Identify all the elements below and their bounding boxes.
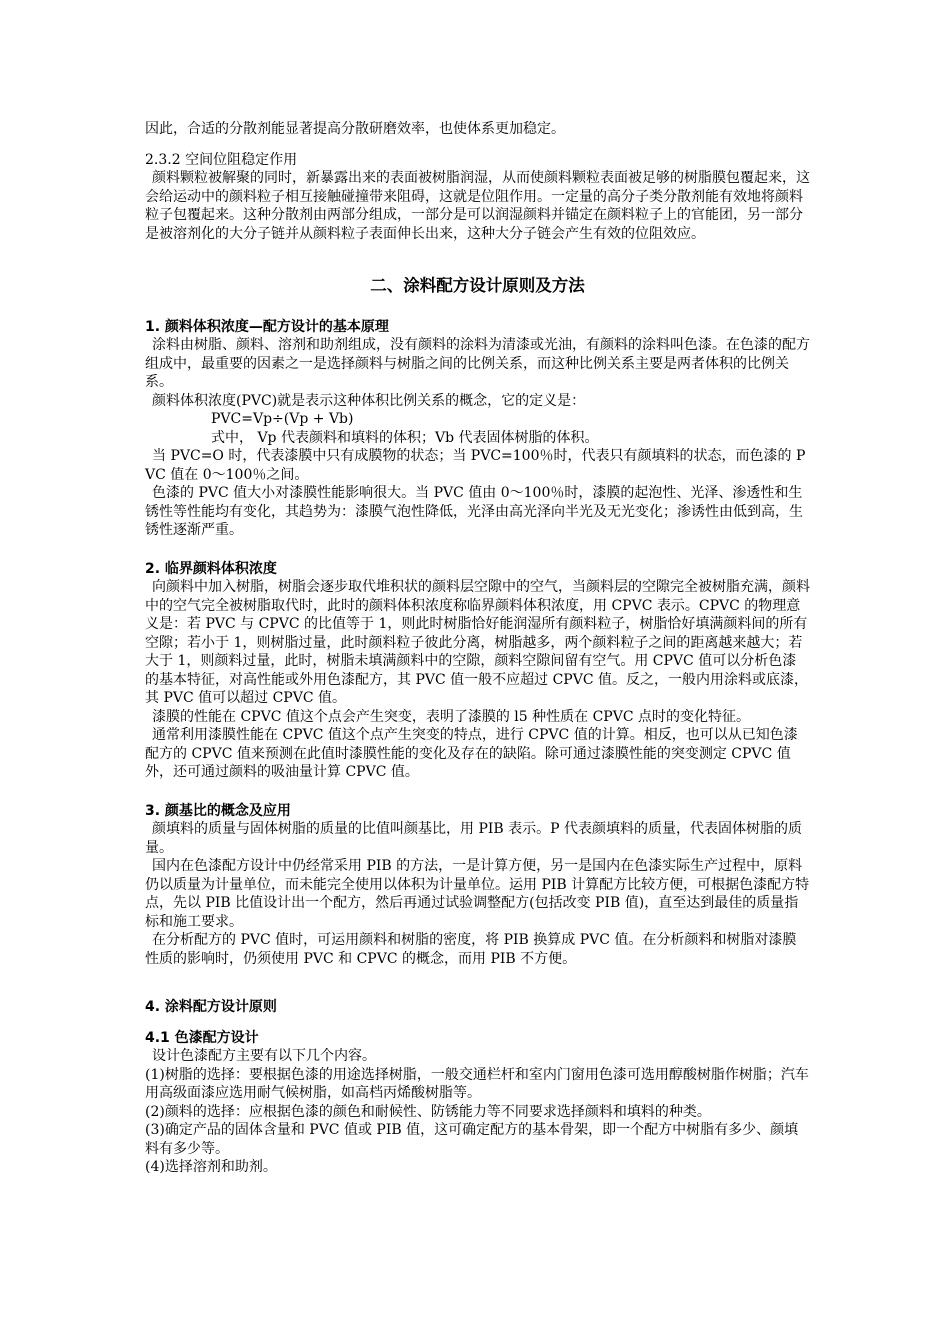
main-heading: 二、涂料配方设计原则及方法	[370, 276, 585, 295]
section-2-heading: 2. 临界颜料体积浓度	[145, 560, 277, 577]
paragraph: 当 PVC=O 时，代表漆膜中只有成膜物的状态；当 PVC=100％时，代表只有颜填料的状态，而色漆的 P VC 值在 0～100％之间。	[145, 448, 806, 483]
section-4-1-heading: 4.1 色漆配方设计	[145, 1029, 259, 1046]
intro-line: 因此，合适的分散剂能显著提高分散研磨效率，也使体系更加稳定。	[145, 121, 565, 137]
section-4-heading: 4. 涂料配方设计原则	[145, 999, 277, 1015]
paragraph-steric: 颜料颗粒被解聚的同时，新暴露出来的表面被树脂润湿，从而使颜料颗粒表面被足够的树脂膜包覆起来，这会给运动中的颜料粒子相互接触碰撞带来阻碍，这就是位阻作用。一定量的高分子类分散剂能有效地将颜料粒子包覆起来。这种分散剂由两部分组成，一部分是可以润湿颜料并锚定在颜料粒子上的官能团，另一部分是被溶剂化的大分子链并从颜料粒子表面伸长出来，这种大分子链会产生有效的位阻效应。	[145, 170, 810, 242]
paragraph: 在分析配方的 PVC 值时，可运用颜料和树脂的密度，将 PIB 换算成 PVC 值。在分析颜料和树脂对漆膜性质的影响时，仍须使用 PVC 和 CPVC 的概念，而用 PIB 不方便。	[145, 932, 797, 967]
paragraph: 国内在色漆配方设计中仍经常采用 PIB 的方法，一是计算方便，另一是国内在色漆实际生产过程中，原料仍以质量为计量单位，而未能完全使用以体积为计量单位。运用 PIB 计算配方比较方便，可根据色漆配方特点，先以 PIB 比值设计出一个配方，然后再通过试验调整配方(包括改变 PIB 值)，直至达到最佳的质量指标和施工要求。	[145, 858, 810, 930]
pvc-formula: PVC=Vp÷(Vp + Vb)	[211, 411, 354, 427]
paragraph: 颜料体积浓度(PVC)就是表示这种体积比例关系的概念，它的定义是：	[152, 392, 586, 409]
list-item: (1)树脂的选择：要根据色漆的用途选择树脂，一般交通栏杆和室内门窗用色漆可选用醇酸树脂作树脂；汽车用高级面漆应选用耐气候树脂，如高档丙烯酸树脂等。	[145, 1066, 809, 1101]
paragraph: 通常利用漆膜性能在 CPVC 值这个点产生突变的特点，进行 CPVC 值的计算。相反，也可以从已知色漆配方的 CPVC 值来预测在此值时漆膜性能的变化及存在的缺陷。除可通过漆膜性能的突变测定 CPVC 值外，还可通过颜料的吸油量计算 CPVC 值。	[145, 727, 798, 780]
subheading-2-3-2: 2.3.2 空间位阻稳定作用	[145, 151, 298, 168]
list-item: (2)颜料的选择：应根据色漆的颜色和耐候性、防锈能力等不同要求选择颜料和填料的种类。	[145, 1103, 711, 1120]
section-3-heading: 3. 颜基比的概念及应用	[145, 802, 291, 819]
paragraph: 色漆的 PVC 值大小对漆膜性能影响很大。当 PVC 值由 0～100％时，漆膜的起泡性、光泽、渗透性和生锈性等性能均有变化，其趋势为：漆膜气泡性降低，光泽由高光泽向半光及无光变化；渗诱性由低到高，生锈性逐渐严重。	[145, 485, 803, 538]
paragraph: 漆膜的性能在 CPVC 值这个点会产生突变，表明了漆膜的 l5 种性质在 CPVC 点时的变化特征。	[152, 708, 750, 725]
paragraph: 设计色漆配方主要有以下几个内容。	[152, 1048, 376, 1064]
list-item: (3)确定产品的固体含量和 PVC 值或 PIB 值，这可确定配方的基本骨架，即一个配方中树脂有多少、颜填料有多少等。	[145, 1122, 799, 1157]
formula-note: 式中， Vp 代表颜料和填料的体积；Vb 代表固体树脂的体积。	[211, 429, 599, 446]
section-1-heading: 1. 颜料体积浓度—配方设计的基本原理	[145, 318, 389, 335]
document-page	[145, 120, 810, 1177]
paragraph: 向颜料中加入树脂，树脂会逐步取代堆积状的颜料层空隙中的空气，当颜料层的空隙完全被树脂充满，颜料中的空气完全被树脂取代时，此时的颜料体积浓度称临界颜料体积浓度，用 CPVC 表示。CPVC 的物理意义是：若 PVC 与 CPVC 的比值等于 1，则此时树脂恰好能润湿所有颜料粒子，树脂恰好填满颜料间的所有空隙；若小于 1，则树脂过量，此时颜料粒子彼此分离，树脂越多，两个颜料粒子之间的距离越来越大；若大于 1，则颜料过量，此时，树脂未填满颜料中的空隙，颜料空隙间留有空气。用 CPVC 值可以分析色漆的基本特征，对高性能或外用色漆配方，其 PVC 值一般不应超过 CPVC 值。反之，一般内用涂料或底漆，其 PVC 值可以超过 CPVC 值。	[145, 579, 810, 706]
paragraph: 涂料由树脂、颜料、溶剂和助剂组成，没有颜料的涂料为清漆或光油，有颜料的涂料叫色漆。在色漆的配方组成中，最重要的因素之一是选择颜料与树脂之间的比例关系，而这种比例关系主要是两者体积的比例关系。	[145, 337, 810, 390]
paragraph: 颜填料的质量与固体树脂的质量的比值叫颜基比，用 PIB 表示。P 代表颜填料的质量，代表固体树脂的质量。	[145, 821, 803, 856]
list-item: (4)选择溶剂和助剂。	[145, 1159, 277, 1175]
